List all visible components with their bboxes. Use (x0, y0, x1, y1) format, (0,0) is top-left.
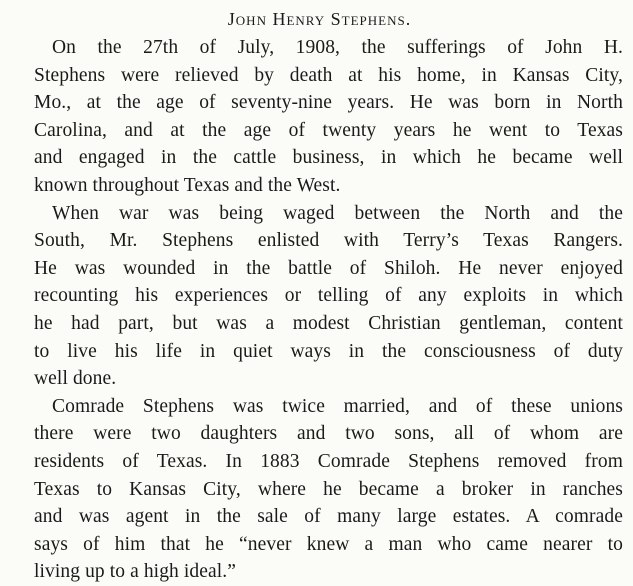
text-line: Comrade Stephens was twice married, and of these unions (52, 395, 623, 417)
text-line: recounting his experiences or telling of any exploits in which (34, 285, 623, 307)
text-line: residents of Texas. In 1883 Comrade Stephens removed from (34, 450, 623, 472)
text-line: He was wounded in the battle of Shiloh. He never enjoyed (34, 257, 623, 279)
text-line: When war was being waged between the North and the (52, 202, 623, 224)
text-line: to live his life in quiet ways in the consciousness of duty (34, 340, 623, 362)
text-line: Mo., at the age of seventy-nine years. He was born in North (34, 92, 623, 114)
paragraph-1 (16, 34, 623, 200)
text-line: known throughout Texas and the West. (34, 174, 341, 196)
text-line: well done. (34, 368, 117, 390)
text-line: Stephens were relieved by death at his home, in Kansas City, (34, 64, 623, 86)
text-line: Texas to Kansas City, where he became a broker in ranches (34, 478, 623, 500)
paragraph-2 (16, 200, 623, 393)
text-line: he had part, but was a modest Christian gentleman, content (34, 312, 623, 334)
text-line: and was agent in the sale of many large estates. A comrade (34, 506, 623, 528)
text-line: living up to a high ideal.” (34, 561, 236, 583)
text-line: Carolina, and at the age of twenty years he went to Texas (34, 119, 623, 141)
text-line: On the 27th of July, 1908, the sufferings of John H. (52, 37, 623, 58)
text-line: says of him that he “never knew a man who came nearer to (34, 533, 623, 555)
text-line: South, Mr. Stephens enlisted with Terry’s Texas Rangers. (34, 230, 623, 252)
text-line: there were two daughters and two sons, all of whom are (34, 423, 623, 445)
text-line: and engaged in the cattle business, in which he became well (34, 147, 623, 169)
article-title: John Henry Stephens. (227, 9, 412, 29)
paragraph-3 (16, 393, 623, 586)
